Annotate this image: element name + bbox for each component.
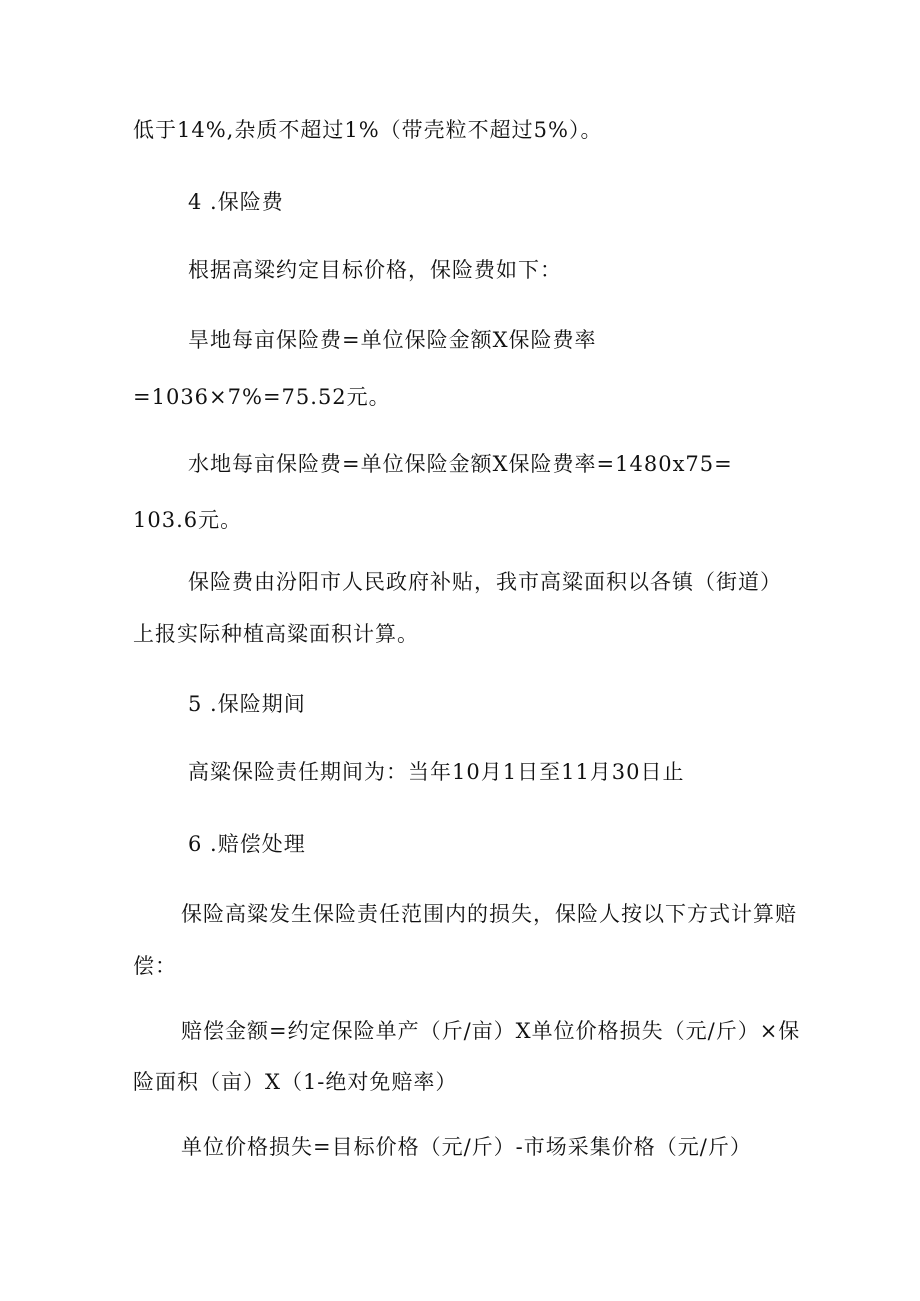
section-heading-period: 5 .保险期间 [188, 692, 306, 716]
formula-irrigated-premium: 水地每亩保险费=单位保险金额X保险费率=1480x75= [188, 452, 733, 476]
formula-compensation-amount-cont: 险面积（亩）X（1-绝对免赔率） [133, 1070, 458, 1094]
formula-dryland-result: =1036×7%=75.52元。 [133, 385, 391, 409]
section-heading-premium: 4 .保险费 [188, 190, 284, 214]
section-heading-compensation: 6 .赔偿处理 [188, 832, 306, 856]
paragraph-line-subsidy-cont: 上报实际种植高粱面积计算。 [133, 622, 419, 646]
formula-dryland-premium: 旱地每亩保险费=单位保险金额X保险费率 [188, 328, 597, 352]
paragraph-line-subsidy: 保险费由汾阳市人民政府补贴，我市高粱面积以各镇（街道） [188, 570, 782, 594]
paragraph-line-compensation-cont: 偿： [133, 954, 177, 978]
paragraph-line-quality-spec: 低于14%,杂质不超过1%（带壳粒不超过5%）。 [133, 118, 603, 142]
paragraph-line-premium-intro: 根据高粱约定目标价格，保险费如下： [188, 258, 562, 282]
paragraph-line-period: 高粱保险责任期间为：当年10月1日至11月30日止 [188, 760, 685, 784]
paragraph-line-compensation: 保险高粱发生保险责任范围内的损失，保险人按以下方式计算赔 [181, 902, 797, 926]
formula-compensation-amount: 赔偿金额=约定保险单产（斤/亩）X单位价格损失（元/斤）×保 [181, 1019, 801, 1043]
formula-unit-price-loss: 单位价格损失=目标价格（元/斤）-市场采集价格（元/斤） [181, 1135, 752, 1159]
formula-irrigated-result: 103.6元。 [133, 508, 243, 532]
